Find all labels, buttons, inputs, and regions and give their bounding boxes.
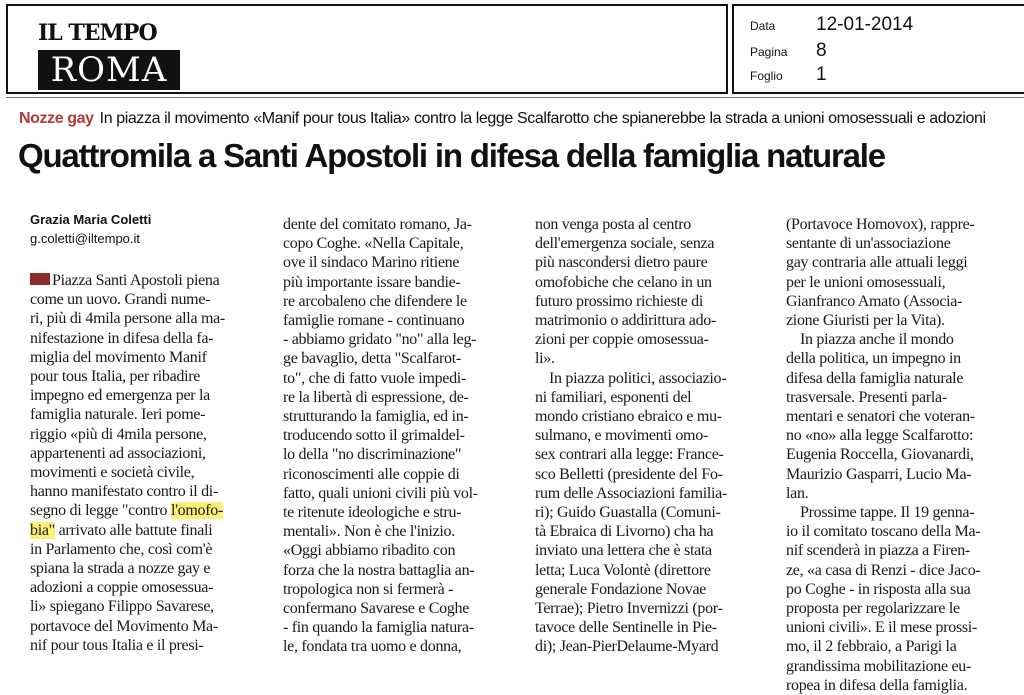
text-line: nif scenderà in piazza a Firen- (786, 542, 970, 560)
text-line: tavoce delle Sentinelle in Pie- (535, 619, 717, 637)
article-column-1 (30, 271, 262, 655)
meta-value: 12-01-2014 (816, 14, 914, 35)
text-line: ze, «a casa di Renzi - dice Jaco- (786, 561, 981, 579)
article-column-2 (283, 215, 517, 657)
text-line: grandissima mobilitazione eu- (786, 657, 972, 675)
text-line: zione Giuristi per la Vita). (786, 312, 945, 330)
text-line: re arcobaleno che difendere le (283, 292, 467, 310)
text-line: In piazza anche il mondo (800, 331, 954, 349)
text-line: tà Ebraica di Livorno) cha ha (535, 523, 714, 541)
text-line: difesa della famiglia naturale (786, 369, 964, 387)
text-line: lan. (786, 484, 809, 502)
headline: Quattromila a Santi Apostoli in difesa della famiglia naturale (18, 137, 885, 174)
text-line: dell'emergenza sociale, senza (535, 235, 715, 253)
text-line: appartenenti ad associazioni, (30, 444, 206, 462)
text-line: sulmano, e movimenti omo- (535, 427, 708, 445)
text-line: (Portavoce Homovox), rappre- (786, 216, 975, 233)
text-line: te ritenute ideologiche e stru- (283, 504, 462, 522)
text-line: famiglia naturale. Ieri pome- (30, 406, 206, 424)
highlight: bia" (30, 521, 55, 539)
article-column-3 (535, 215, 771, 657)
text-line: ni familiari, esponenti del (535, 388, 692, 406)
text-line: famiglie romane - continuano (283, 312, 465, 330)
text-line: riconoscimenti alle coppie di (283, 465, 460, 483)
text-line: tropologica non si fermerà - (283, 580, 454, 598)
text-line: più nascondersi dietro paure (535, 254, 708, 272)
text-line: mondo cristiano ebraico e mu- (535, 408, 722, 426)
text-line: unioni civili». E il mese prossi- (786, 619, 977, 637)
text-line: di); Jean-PierDelaume-Myard (535, 638, 719, 656)
text-line: trasversale. Presenti parla- (786, 388, 947, 406)
meta-label: Data (750, 19, 776, 33)
text-line: re la libertà di espressione, de- (283, 388, 469, 406)
text-line: - fin quando la famiglia natura- (283, 619, 474, 637)
text-line: copo Coghe. «Nella Capitale, (283, 235, 464, 253)
text-line: lo della "no discriminazione" (283, 446, 462, 464)
paragraph-marker-icon (30, 273, 50, 285)
text-line: ri); Guido Guastalla (Comuni- (535, 504, 721, 522)
meta-row-pagina (750, 40, 827, 62)
text-line: Terrae); Pietro Invernizzi (por- (535, 600, 723, 618)
text-line: ove il sindaco Marino ritiene (283, 254, 460, 272)
text-line: confermano Savarese e Coghe (283, 600, 470, 618)
text-line: no «no» alla legge Scalfarotto: (786, 427, 974, 445)
kicker-text: In piazza il movimento «Manif pour tous Italia» contro la legge Scalfarotto che spianerebbe la strada a unioni omosessuali e adozioni (99, 110, 986, 127)
text-line: hanno manifestato contro il di- (30, 483, 218, 501)
text-line: ropea in difesa della famiglia. (786, 676, 968, 694)
text-line: po Coghe - in risposta alla sua (786, 580, 971, 598)
text-line: ge bavaglio, detta "Scalfarot- (283, 350, 461, 368)
text-line: movimenti e società civile, (30, 464, 195, 482)
text-line: io il comitato toscano della Ma- (786, 523, 981, 541)
text-line: segno di legge "contro l'omofo- (30, 502, 223, 520)
meta-row-foglio (750, 64, 827, 86)
text-line: non venga posta al centro (535, 216, 692, 233)
text-line: adozioni a coppie omosessua- (30, 579, 214, 597)
text-line: nif pour tous Italia e il presi- (30, 636, 204, 654)
text-line: pour tous Italia, per ribadire (30, 368, 201, 386)
text-line: forza che la nostra battaglia an- (283, 561, 475, 579)
text-line: In piazza politici, associazio- (549, 369, 727, 387)
text-line: più importante issare bandie- (283, 273, 461, 291)
article-column-4 (786, 215, 1018, 695)
text-line: matrimonio o addirittura ado- (535, 312, 717, 330)
text-line: della politica, un impegno in (786, 350, 961, 368)
text-line: per le unioni omosessuali, (786, 273, 946, 291)
text-line: rum delle Associazioni familia- (535, 484, 727, 502)
logo-il-tempo: IL TEMPO (38, 20, 157, 46)
text-line: riggio «più di 4mila persone, (30, 425, 207, 443)
text-line: mentari e senatori che voteran- (786, 408, 975, 426)
text-line: portavoce del Movimento Ma- (30, 617, 218, 635)
text-line: generale Fondazione Novae (535, 580, 707, 598)
text-line: - abbiamo gridato "no" alla leg- (283, 331, 477, 349)
page-meta-box (732, 4, 1024, 94)
text-line: miglia del movimento Manif (30, 348, 207, 366)
text-line: le, fondata tra uomo e donna, (283, 638, 462, 656)
masthead-box (6, 4, 728, 94)
text-line: nifestazione in difesa della fa- (30, 329, 214, 347)
text-line: zioni per coppie omosessua- (535, 331, 709, 349)
text-line: «Oggi abbiamo ribadito con (283, 542, 456, 560)
text-line: li». (535, 350, 555, 368)
text-line: mo, il 2 febbraio, a Parigi la (786, 638, 957, 656)
meta-label: Pagina (750, 45, 788, 59)
text-line: impegno ed emergenza per la (30, 387, 210, 405)
text-line: troducendo sotto il grimaldel- (283, 427, 465, 445)
text-line: mentali». Non è che l'inizio. (283, 523, 455, 541)
text-line: Prossime tappe. Il 19 genna- (800, 504, 975, 522)
text-line: Maurizio Gasparri, Lucio Ma- (786, 465, 972, 483)
text-line: gay contraria alle attuali leggi (786, 254, 968, 272)
text-line: sco Belletti (presidente del Fo- (535, 465, 723, 483)
text-line: bia" arrivato alle battute finali (30, 521, 213, 539)
text-line: letta; Luca Volontè (direttore (535, 561, 711, 579)
text-line: inviato una lettera che è stata (535, 542, 712, 560)
highlight: l'omofo- (170, 502, 223, 520)
text-line: dente del comitato romano, Ja- (283, 216, 472, 233)
text-line: strutturando la famiglia, ed in- (283, 408, 469, 426)
meta-value: 1 (816, 64, 827, 85)
author-email: g.coletti@iltempo.it (30, 231, 141, 246)
text-line: proposta per regolarizzare le (786, 600, 960, 618)
kicker-tag: Nozze gay (19, 110, 94, 127)
text-line: in Parlamento che, così com'è (30, 540, 213, 558)
text-line: fatto, quali unioni civili più vol- (283, 484, 478, 502)
text-line: Eugenia Roccella, Giovanardi, (786, 446, 974, 464)
kicker (19, 110, 1019, 128)
text-line: omofobiche che celano in un (535, 273, 712, 291)
author-name: Grazia Maria Coletti (30, 212, 152, 227)
text-line: sex contrari alla legge: France- (535, 446, 724, 464)
text-line: futuro prossimo richieste di (535, 292, 704, 310)
logo-roma: ROMA (38, 50, 180, 90)
meta-value: 8 (816, 40, 827, 61)
text-line: come un uovo. Grandi nume- (30, 291, 211, 309)
text-line: spiana la strada a nozze gay e (30, 560, 211, 578)
meta-label: Foglio (750, 69, 783, 83)
text-line: Gianfranco Amato (Associa- (786, 292, 963, 310)
text-line: sentante di un'associazione (786, 235, 951, 253)
text-line: Piazza Santi Apostoli piena (30, 271, 262, 290)
text-line: ri, più di 4mila persone alla ma- (30, 310, 225, 328)
text-line: li» spiegano Filippo Savarese, (30, 598, 214, 616)
text-line: to", che di fatto vuole impedi- (283, 369, 466, 387)
meta-row-data (750, 14, 913, 36)
divider (6, 97, 1024, 98)
